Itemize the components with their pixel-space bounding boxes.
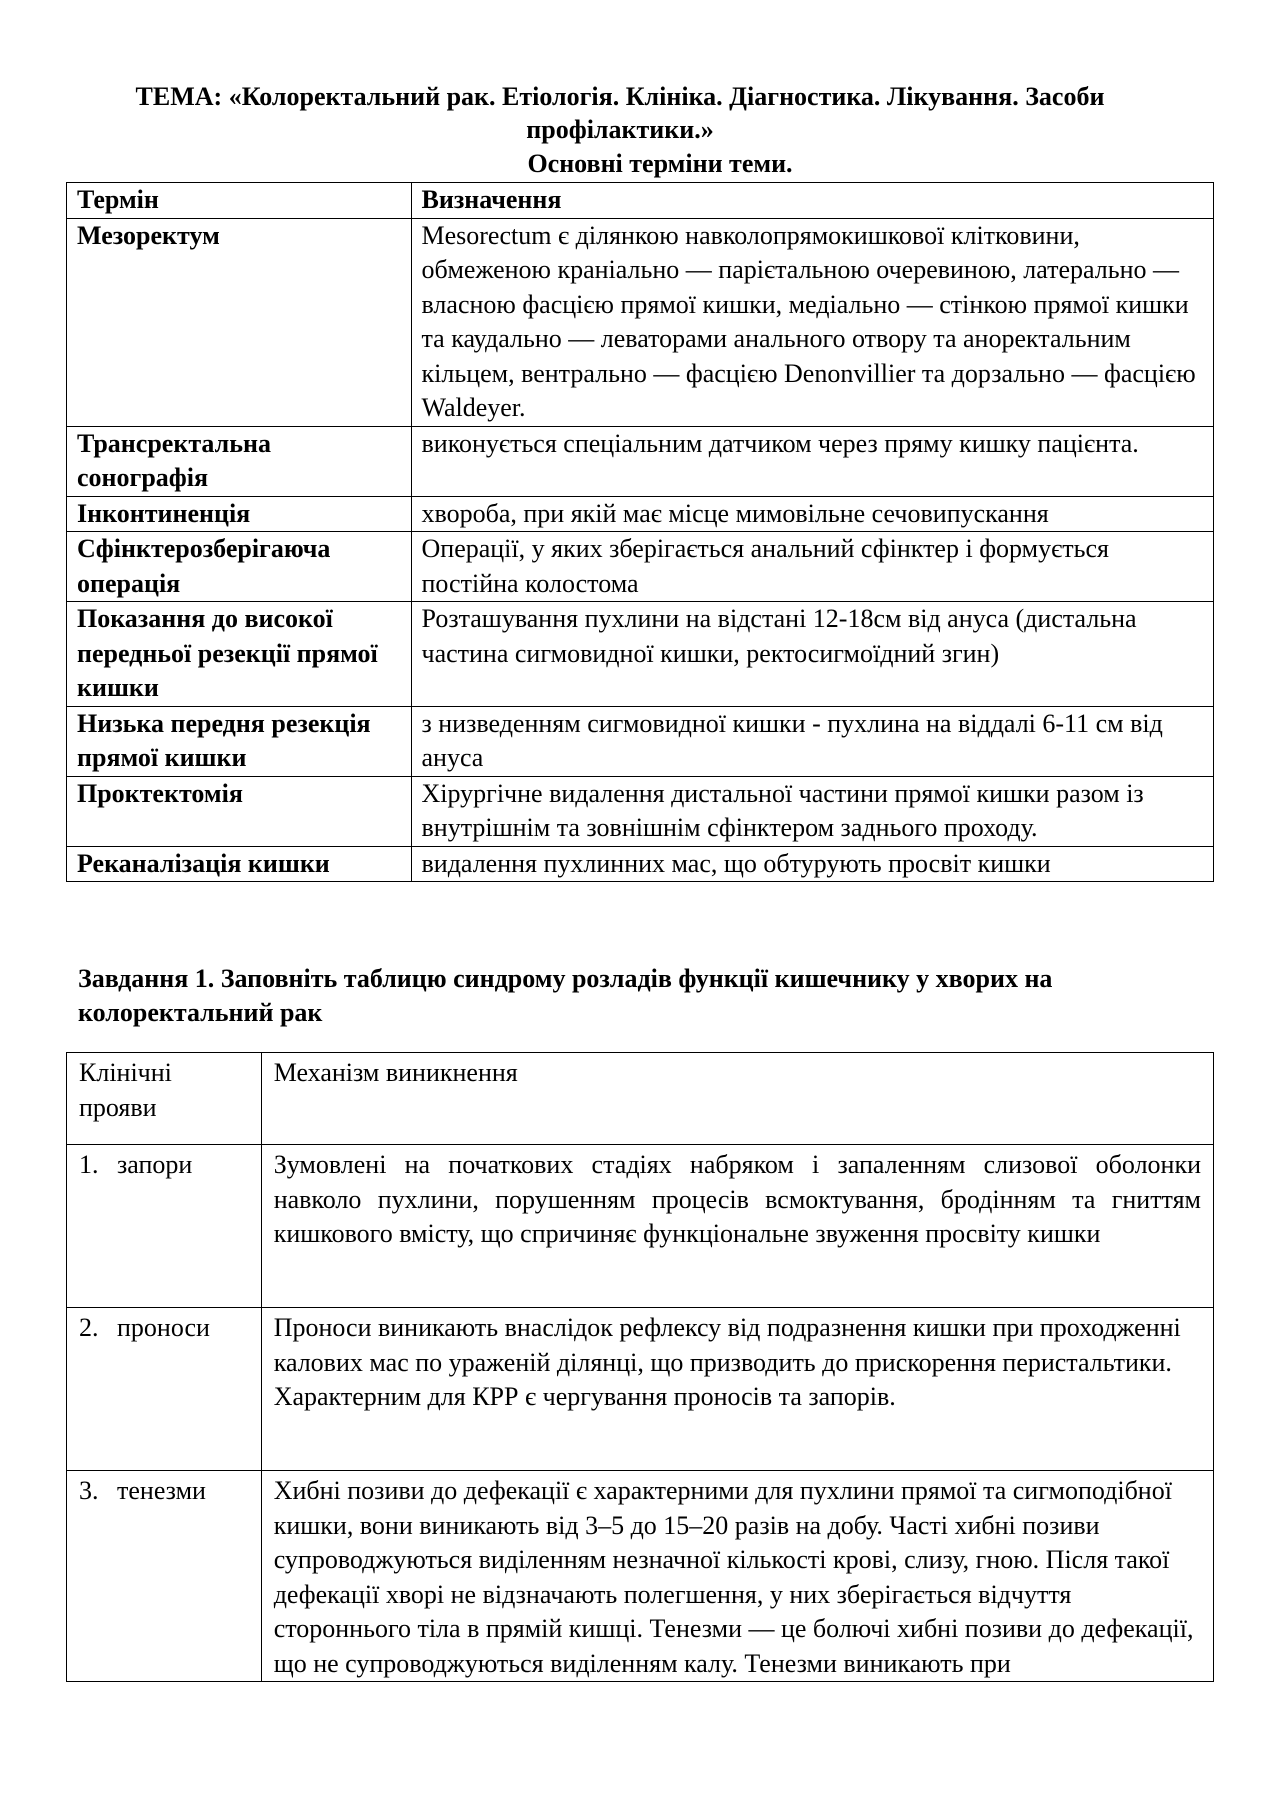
row-number: 2. — [79, 1313, 99, 1342]
definition-cell: Хірургічне видалення дистальної частини прямої кишки разом із внутрішнім та зовнішнім сфінктером заднього проходу. — [411, 776, 1214, 846]
table-row — [67, 776, 1214, 846]
definition-cell: Mesorectum є ділянкою навколопрямокишкової клітковини, обмеженою краніально — парієтальною очеревиною, латерально — власною фасцією прямої кишки, медіально — стінкою прямої кишки та каудально — леваторами анального отвору та аноректальним кільцем, вентрально — фасцією Denonvillier та дорзально — фасцією Waldeyer. — [411, 218, 1214, 426]
term-cell: Реканалізація кишки — [67, 846, 412, 882]
table-row — [67, 218, 1214, 426]
definition-cell: хвороба, при якій має місце мимовільне сечовипускання — [411, 496, 1214, 532]
symptom-label: тенезми — [117, 1476, 206, 1505]
task-1-heading: Завдання 1. Заповніть таблицю синдрому розладів функції кишечнику у хворих на колоректальний рак — [78, 964, 1053, 1027]
symptom-label: запори — [117, 1150, 193, 1179]
table-row — [67, 1145, 1214, 1308]
definition-cell: Розташування пухлини на відстані 12-18см від ануса (дистальна частина сигмовидної кишки, ректосигмоїдний згин) — [411, 602, 1214, 707]
symptom-cell — [67, 1471, 262, 1682]
term-cell: Сфінктерозберігаюча операція — [67, 532, 412, 602]
header-clinical: Клінічні прояви — [67, 1053, 262, 1145]
page-title: ТЕМА: «Колоректальний рак. Етіологія. Клініка. Діагностика. Лікування. Засоби профілактики.» — [135, 82, 1105, 144]
table-row — [67, 846, 1214, 882]
term-cell: Низька передня резекція прямої кишки — [67, 706, 412, 776]
term-cell: Трансректальна сонографія — [67, 426, 412, 496]
mechanism-cell: Хибні позиви до дефекації є характерними для пухлини прямої та сигмоподібної кишки, вони виникають від 3–5 до 15–20 разів на добу. Часті хибні позиви супроводжуються виділенням незначної кількості крові, слизу, гною. Після такої дефекації хворі не відзначають полегшення, у них зберігається відчуття стороннього тіла в прямій кишці. Тенезми — це болючі хибні позиви до дефекації, що не супроводжуються виділенням калу. Тенезми виникають при — [261, 1471, 1213, 1682]
terms-table — [66, 182, 1214, 882]
table-row — [67, 1308, 1214, 1471]
page-subtitle: Основні терміни теми. — [527, 149, 793, 178]
table-header-row — [67, 183, 1214, 219]
definition-cell: видалення пухлинних мас, що обтурують просвіт кишки — [411, 846, 1214, 882]
mechanism-cell: Проноси виникають внаслідок рефлексу від подразнення кишки при проходженні калових мас по ураженій ділянці, що призводить до прискорення перистальтики. Характерним для КРР є чергування проносів та запорів. — [261, 1308, 1213, 1471]
row-number: 3. — [79, 1476, 99, 1505]
term-cell: Проктектомія — [67, 776, 412, 846]
table-row — [67, 706, 1214, 776]
mechanism-cell: Зумовлені на початкових стадіях набряком і запаленням слизової оболонки навколо пухлини, порушенням процесів всмоктування, бродінням та гниттям кишкового вмісту, що спричиняє функціональне звуження просвіту кишки — [261, 1145, 1213, 1308]
row-number: 1. — [79, 1150, 99, 1179]
definition-cell: Операції, у яких зберігається анальний сфінктер і формується постійна колостома — [411, 532, 1214, 602]
definition-cell: виконується спеціальним датчиком через пряму кишку пацієнта. — [411, 426, 1214, 496]
term-cell: Показання до високої передньої резекції прямої кишки — [67, 602, 412, 707]
syndrome-table — [66, 1052, 1214, 1682]
header-term: Термін — [67, 183, 412, 219]
term-cell: Інконтиненція — [67, 496, 412, 532]
symptom-label: проноси — [117, 1313, 210, 1342]
header-definition: Визначення — [411, 183, 1214, 219]
symptom-cell — [67, 1145, 262, 1308]
definition-cell: з низведенням сигмовидної кишки - пухлина на віддалі 6-11 см від ануса — [411, 706, 1214, 776]
header-mechanism: Механізм виникнення — [261, 1053, 1213, 1145]
table-row — [67, 602, 1214, 707]
symptom-cell — [67, 1308, 262, 1471]
table-row — [67, 496, 1214, 532]
table-row — [67, 532, 1214, 602]
table-row — [67, 1471, 1214, 1682]
table-row — [67, 426, 1214, 496]
term-cell: Мезоректум — [67, 218, 412, 426]
table-header-row — [67, 1053, 1214, 1145]
